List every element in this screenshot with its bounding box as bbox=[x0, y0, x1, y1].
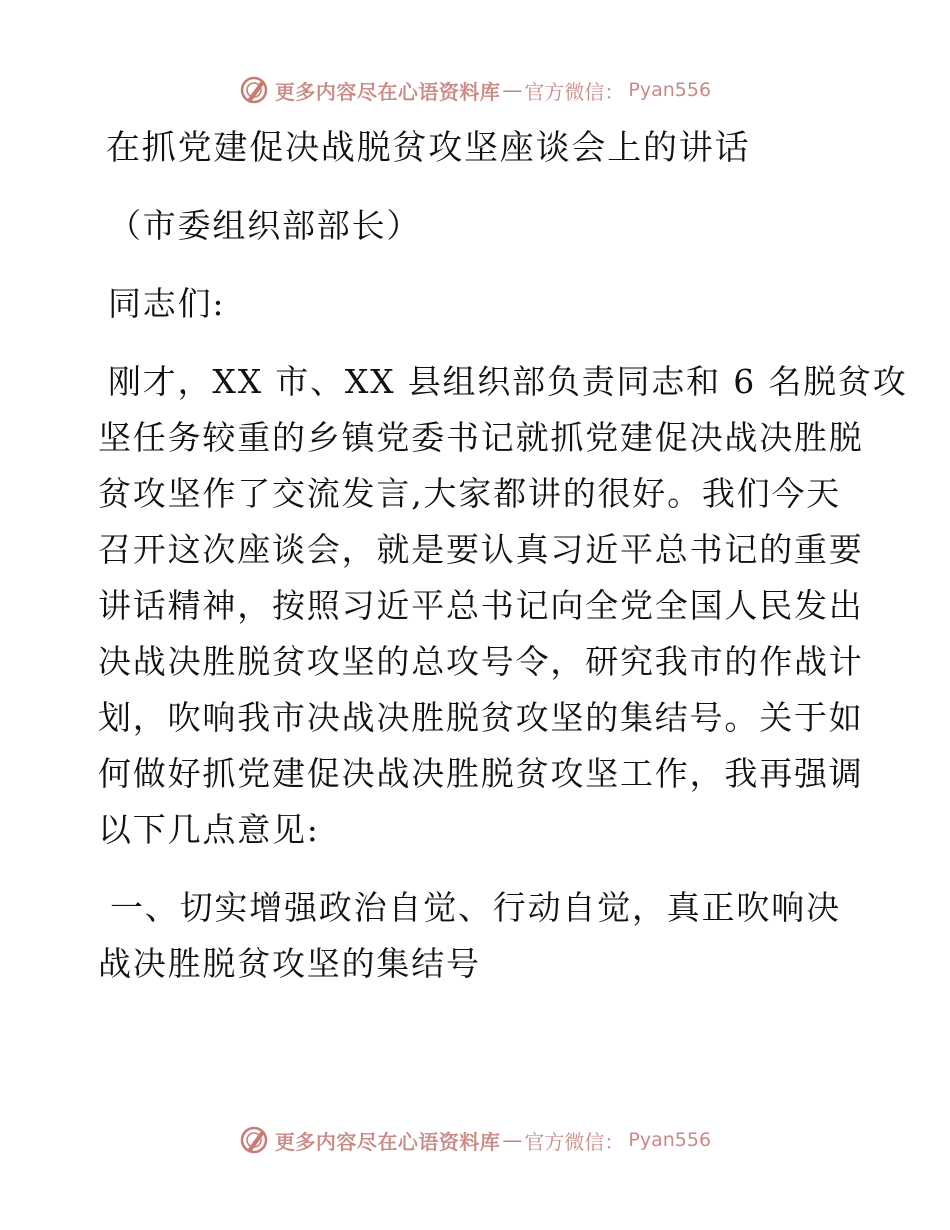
paragraph-line: 贫攻坚作了交流发言,大家都讲的很好。我们今天 bbox=[98, 474, 842, 513]
document-body bbox=[98, 120, 908, 992]
paragraph-line: 坚任务较重的乡镇党委书记就抓党建促决战决胜脱 bbox=[98, 418, 864, 457]
heading-line: 一、切实增强政治自觉、行动自觉，真正吹响决 bbox=[110, 888, 841, 927]
watermark-header bbox=[0, 70, 950, 110]
pen-logo-icon bbox=[239, 75, 269, 105]
watermark-footer bbox=[0, 1120, 950, 1160]
watermark-separator: — bbox=[502, 78, 523, 102]
watermark-main-text: 更多内容尽在心语资料库 bbox=[274, 1129, 501, 1154]
pen-logo-icon bbox=[239, 1125, 269, 1155]
paragraph-line: 何做好抓党建促决战决胜脱贫攻坚工作，我再强调 bbox=[98, 754, 864, 793]
document-subtitle: （市委组织部部长） bbox=[108, 206, 422, 245]
document-title: 在抓党建促决战脱贫攻坚座谈会上的讲话 bbox=[106, 128, 751, 168]
greeting: 同志们: bbox=[108, 284, 226, 323]
paragraph-line: 以下几点意见: bbox=[98, 810, 320, 849]
watermark-official-text: 官方微信： bbox=[524, 79, 625, 104]
paragraph-line: 刚才，XX 市、XX 县组织部负责同志和 6 名脱贫攻 bbox=[108, 362, 908, 401]
paragraph-line: 讲话精神，按照习近平总书记向全党全国人民发出 bbox=[98, 586, 864, 625]
paragraph-1 bbox=[98, 354, 908, 858]
paragraph-line: 召开这次座谈会，就是要认真习近平总书记的重要 bbox=[98, 530, 864, 569]
paragraph-line: 决战决胜脱贫攻坚的总攻号令，研究我市的作战计 bbox=[98, 642, 864, 681]
watermark-wechat-id: Pyan556 bbox=[628, 79, 712, 101]
heading-line: 战决胜脱贫攻坚的集结号 bbox=[98, 944, 481, 983]
watermark-main-text: 更多内容尽在心语资料库 bbox=[274, 79, 501, 104]
paragraph-line: 划，吹响我市决战决胜脱贫攻坚的集结号。关于如 bbox=[98, 698, 864, 737]
watermark-separator: — bbox=[502, 1128, 523, 1152]
section-heading-1 bbox=[98, 880, 858, 992]
watermark-official-text: 官方微信： bbox=[524, 1129, 625, 1154]
watermark-wechat-id: Pyan556 bbox=[628, 1129, 712, 1151]
